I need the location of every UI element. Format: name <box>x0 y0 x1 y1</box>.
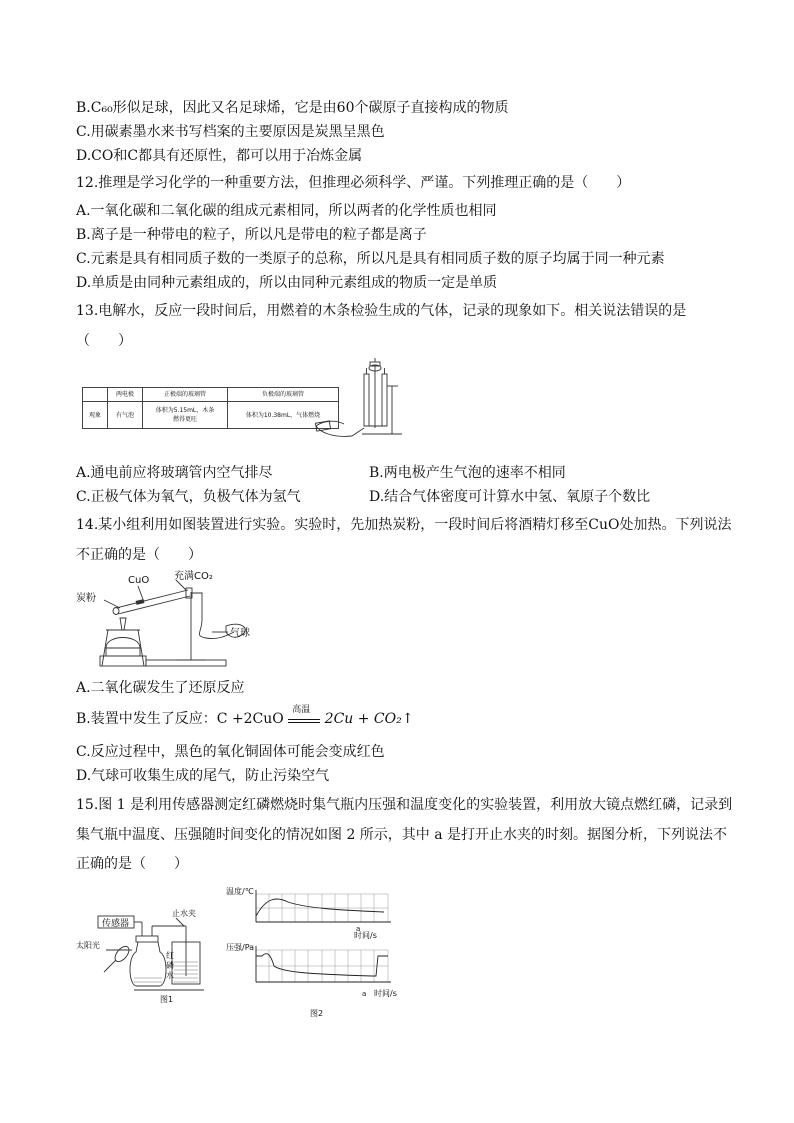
table-row <box>83 402 339 429</box>
q13-stem: 13.电解水，反应一段时间后，用燃着的木条检验生成的气体，记录的现象如下。相关说法错误的是 <box>76 303 687 319</box>
table-cell: 有气泡 <box>108 402 143 429</box>
label-sensor: 传感器 <box>102 919 130 929</box>
figure-1-caption: 图1 <box>160 995 174 1004</box>
reaction-condition: 高温 <box>288 709 320 729</box>
q11-option-c: C.用碳素墨水来书写档案的主要原因是炭黑呈黑色 <box>76 124 385 140</box>
label-co2: 充满CO₂ <box>174 571 213 582</box>
table-cell: 两电极 <box>108 388 143 402</box>
label-cuo: CuO <box>128 575 150 586</box>
label-water: 水 <box>166 971 174 980</box>
q13-option-d: D.结合气体密度可计算水中氢、氧原子个数比 <box>369 489 651 505</box>
q15-stem-3: 正确的是（ ） <box>76 856 188 872</box>
q12-option-b: B.离子是一种带电的粒子，所以凡是带电的粒子都是离子 <box>76 227 427 243</box>
red-phosphorus-apparatus-figure <box>76 896 224 1008</box>
table-cell: 观象 <box>83 402 108 429</box>
marker-a-top: a <box>356 925 361 933</box>
q13-option-a: A.通电前应将玻璃管内空气排尽 <box>76 465 273 481</box>
y-label-temperature: 温度/℃ <box>226 887 254 896</box>
table-cell <box>83 388 108 402</box>
label-carbon: 炭粉 <box>76 593 96 604</box>
q12-option-a: A.一氧化碳和二氧化碳的组成元素相同，所以两者的化学性质也相同 <box>76 203 497 219</box>
q14-option-b: B.装置中发生了反应：C +2CuO 高温 2Cu + CO₂↑ <box>76 705 414 727</box>
q12-option-d: D.单质是由同种元素组成的，所以由同种元素组成的物质一定是单质 <box>76 275 498 291</box>
label-red: 红 <box>166 951 174 960</box>
table-cell: 正极端的玻璃管 <box>143 388 228 402</box>
q13-option-b: B.两电极产生气泡的速率不相同 <box>369 465 566 481</box>
carbon-reduction-apparatus-figure <box>76 570 256 672</box>
x-label-time-top: 时间/s <box>354 931 377 940</box>
q11-option-b: B.C₆₀形似足球，因此又名足球烯，它是由60个碳原子直接构成的物质 <box>76 100 509 116</box>
label-clamp: 止水夹 <box>172 909 196 918</box>
q12-stem: 12.推理是学习化学的一种重要方法，但推理必须科学、严谨。下列推理正确的是（ ） <box>76 175 631 191</box>
x-label-time-bottom: 时间/s <box>374 989 397 998</box>
q13-stem-paren: （ ） <box>76 333 132 349</box>
q15-stem-2: 集气瓶中温度、压强随时间变化的情况如图 2 所示，其中 a 是打开止水夹的时刻。据图分析，下列说法不 <box>76 827 728 843</box>
table-cell: 体积为10.38mL，气体燃烧 <box>228 402 339 429</box>
y-label-pressure: 压强/Pa <box>226 943 255 952</box>
q14-stem: 14.某小组利用如图装置进行实验。实验时，先加热炭粉，一段时间后将酒精灯移至CuO处加热。下列说法 <box>76 517 732 533</box>
table-row <box>83 388 339 402</box>
figure-2-caption: 图2 <box>310 1009 324 1018</box>
label-sunlight: 太阳光 <box>76 941 100 950</box>
temperature-pressure-graph <box>226 886 406 1020</box>
marker-a-bottom: a <box>362 990 367 998</box>
table-cell: 负极端的玻璃管 <box>228 388 339 402</box>
q14-option-a: A.二氧化碳发生了还原反应 <box>76 680 245 696</box>
label-phosphorus: 磷 <box>166 961 174 970</box>
q13-option-c: C.正极气体为氧气，负极气体为氢气 <box>76 489 301 505</box>
q14-stem-2: 不正确的是（ ） <box>76 547 202 563</box>
q11-option-d: D.CO和C都具有还原性，都可以用于冶炼金属 <box>76 148 363 164</box>
q14-option-d: D.气球可收集生成的尾气，防止污染空气 <box>76 768 330 784</box>
q15-stem: 15.图 1 是利用传感器测定红磷燃烧时集气瓶内压强和温度变化的实验装置，利用放大镜点燃红磷，记录到 <box>76 797 733 813</box>
table-cell: 体积为5.15mL，木条 燃得更旺 <box>143 402 228 429</box>
q13-observation-table <box>82 387 339 429</box>
label-balloon: 气球 <box>230 628 250 639</box>
q12-option-c: C.元素是具有相同质子数的一类原子的总称，所以凡是具有相同质子数的原子均属于同一种元素 <box>76 251 665 267</box>
electrolysis-apparatus-figure <box>312 356 412 444</box>
q14-option-c: C.反应过程中，黑色的氧化铜固体可能会变成红色 <box>76 744 385 760</box>
